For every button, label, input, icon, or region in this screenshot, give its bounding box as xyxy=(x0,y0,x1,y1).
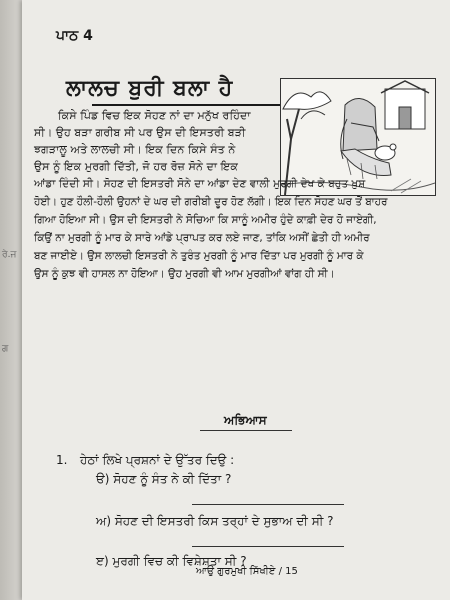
exercise-instruction: ਹੇਠਾਂ ਲਿਖੇ ਪ੍ਰਸ਼ਨਾਂ ਦੇ ਉੱਤਰ ਦਿਉ : xyxy=(80,453,235,467)
story-line: ਸੀ। ਉਹ ਬੜਾ ਗਰੀਬ ਸੀ ਪਰ ਉਸ ਦੀ ਇਸਤਰੀ ਬੜੀ xyxy=(34,126,246,139)
answer-line-a xyxy=(192,504,344,505)
story-line: ਉਸ ਨੂੰ ਕੁਝ ਵੀ ਹਾਸਲ ਨਾ ਹੋਇਆ। ਉਹ ਮੁਰਗੀ ਵੀ ਆਮ ਮੁਰਗੀਆਂ ਵਾਂਗ ਹੀ ਸੀ। xyxy=(34,268,335,280)
exercise-heading: ਅਭਿਆਸ xyxy=(224,413,267,427)
story-line: ਉਸ ਨੂੰ ਇਕ ਮੁਰਗੀ ਦਿੱਤੀ, ਜੋ ਹਰ ਰੋਜ਼ ਸੋਨੇ ਦਾ ਇਕ xyxy=(34,160,239,173)
edge-text-fragment: ਗ xyxy=(2,344,9,354)
story-line: ਕਿਉਂ ਨਾ ਮੁਰਗੀ ਨੂੰ ਮਾਰ ਕੇ ਸਾਰੇ ਆਂਡੇ ਪ੍ਰਾਪਤ ਕਰ ਲਏ ਜਾਣ, ਤਾਂਕਿ ਅਸੀਂ ਛੇਤੀ ਹੀ ਅਮੀਰ xyxy=(34,232,370,244)
story-line: ਆਂਡਾ ਦਿੰਦੀ ਸੀ। ਸੋਹਣ ਦੀ ਇਸਤਰੀ ਸੋਨੇ ਦਾ ਆਂਡਾ ਦੇਣ ਵਾਲੀ ਮੁਰਗੀ ਦੇਖ ਕੇ ਬਹੁਤ ਖ਼ੁਸ਼ xyxy=(34,178,366,190)
exercise-heading-underline xyxy=(200,430,292,431)
story-line: ਕਿਸੇ ਪਿੰਡ ਵਿਚ ਇਕ ਸੋਹਣ ਨਾਂ ਦਾ ਮਨੁੱਖ ਰਹਿੰਦਾ xyxy=(58,109,251,122)
lesson-title: ਲਾਲਚ ਬੁਰੀ ਬਲਾ ਹੈ xyxy=(66,76,234,101)
story-line: ਹੋਈ। ਹੁਣ ਹੌਲੀ-ਹੌਲੀ ਉਹਨਾਂ ਦੇ ਘਰ ਦੀ ਗਰੀਬੀ ਦੂਰ ਹੋਣ ਲੱਗੀ। ਇਕ ਦਿਨ ਸੋਹਣ ਘਰ ਤੋਂ ਬਾਹਰ xyxy=(34,196,388,208)
lesson-label: ਪਾਠ 4 xyxy=(56,28,93,44)
book-page xyxy=(22,0,450,600)
question-a: ੳ) ਸੋਹਣ ਨੂੰ ਸੰਤ ਨੇ ਕੀ ਦਿੱਤਾ ? xyxy=(96,472,232,486)
story-line: ਬਣ ਜਾਈਏ। ਉਸ ਲਾਲਚੀ ਇਸਤਰੀ ਨੇ ਤੁਰੰਤ ਮੁਰਗੀ ਨੂੰ ਮਾਰ ਦਿੱਤਾ ਪਰ ਮੁਰਗੀ ਨੂੰ ਮਾਰ ਕੇ xyxy=(34,250,364,262)
edge-text-fragment: ਰੇ.ਜ xyxy=(2,250,17,260)
answer-line-b xyxy=(192,546,344,547)
exercise-number: 1. xyxy=(56,453,68,467)
adjacent-page-edge xyxy=(0,0,22,600)
question-b: ਅ) ਸੋਹਣ ਦੀ ਇਸਤਰੀ ਕਿਸ ਤਰ੍ਹਾਂ ਦੇ ਸੁਭਾਅ ਦੀ ਸੀ ? xyxy=(96,514,334,528)
page-footer: ਆਉ ਗੁਰਮੁਖੀ ਸਿੱਖੀਏ / 15 xyxy=(196,566,298,577)
title-underline xyxy=(92,104,292,106)
story-line: ਝਗੜਾਲੂ ਅਤੇ ਲਾਲਚੀ ਸੀ। ਇਕ ਦਿਨ ਕਿਸੇ ਸੰਤ ਨੇ xyxy=(34,143,236,156)
story-line: ਗਿਆ ਹੋਇਆ ਸੀ। ਉਸ ਦੀ ਇਸਤਰੀ ਨੇ ਸੋਚਿਆ ਕਿ ਸਾਨੂੰ ਅਮੀਰ ਹੁੰਦੇ ਕਾਫ਼ੀ ਦੇਰ ਹੋ ਜਾਏਗੀ, xyxy=(34,214,377,226)
question-c: ੲ) ਮੁਰਗੀ ਵਿਚ ਕੀ ਵਿਸ਼ੇਸ਼ਤਾ ਸੀ ? xyxy=(96,554,247,568)
